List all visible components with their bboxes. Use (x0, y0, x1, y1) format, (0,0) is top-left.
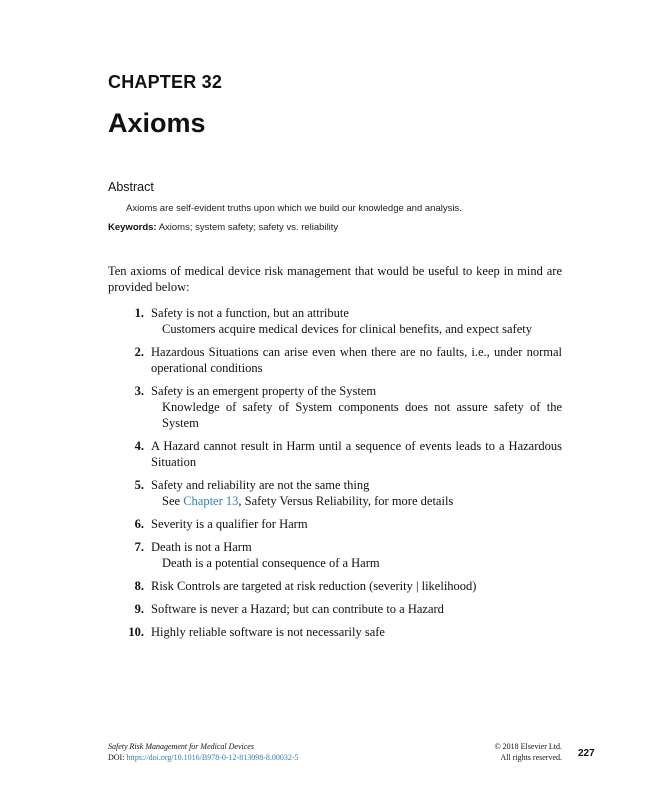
axiom-number: 4. (134, 439, 144, 453)
axiom-item (108, 578, 562, 594)
footer-doi (108, 752, 299, 763)
axiom-title: Death is not a Harm (151, 540, 252, 554)
axiom-title: Severity is a qualifier for Harm (151, 517, 308, 531)
axiom-title: Software is never a Hazard; but can contribute to a Hazard (151, 602, 444, 616)
axiom-title: A Hazard cannot result in Harm until a sequence of events leads to a Hazardous Situation (151, 439, 562, 469)
intro-paragraph: Ten axioms of medical device risk management that would be useful to keep in mind are provided below: (108, 264, 562, 294)
axiom-list (108, 305, 562, 647)
detail-prefix: See (162, 494, 184, 508)
axiom-item (108, 624, 562, 640)
axiom-item (108, 344, 562, 376)
axiom-number: 8. (134, 579, 144, 593)
axiom-number: 5. (134, 478, 144, 492)
doi-link[interactable]: https://doi.org/10.1016/B978-0-12-813098-8.00032-5 (126, 753, 299, 762)
keywords-line (108, 222, 338, 233)
abstract-heading: Abstract (108, 180, 154, 194)
abstract-text: Axioms are self-evident truths upon which we build our knowledge and analysis. (126, 203, 462, 214)
axiom-detail: Customers acquire medical devices for clinical benefits, and expect safety (162, 322, 532, 336)
axiom-number: 1. (134, 306, 144, 320)
chapter-13-link[interactable]: Chapter 13 (183, 494, 239, 508)
axiom-title: Risk Controls are targeted at risk reduction (severity | likelihood) (151, 579, 477, 593)
footer-book-title: Safety Risk Management for Medical Devices (108, 742, 254, 751)
axiom-item (108, 383, 562, 431)
axiom-title: Highly reliable software is not necessarily safe (151, 625, 385, 639)
detail-suffix: , Safety Versus Reliability, for more details (238, 494, 454, 508)
axiom-number: 2. (134, 345, 144, 359)
axiom-title: Safety and reliability are not the same thing (151, 478, 370, 492)
axiom-number: 7. (134, 540, 144, 554)
keywords-list: Axioms; system safety; safety vs. reliability (156, 222, 339, 233)
axiom-number: 6. (134, 517, 144, 531)
keywords-label: Keywords: (108, 222, 157, 233)
axiom-item (108, 601, 562, 617)
axiom-title: Hazardous Situations can arise even when there are no faults, i.e., under normal operational conditions (151, 345, 562, 375)
copyright-text: © 2018 Elsevier Ltd. (494, 742, 562, 751)
page-number: 227 (578, 748, 595, 759)
axiom-detail: Death is a potential consequence of a Harm (162, 556, 380, 570)
footer-citation (108, 741, 299, 763)
axiom-number: 9. (134, 602, 144, 616)
chapter-title: Axioms (108, 108, 206, 138)
axiom-detail: Knowledge of safety of System components does not assure safety of the System (162, 400, 562, 430)
axiom-item (108, 539, 562, 571)
doi-label: DOI: (108, 753, 127, 762)
axiom-detail (151, 493, 562, 509)
axiom-item (108, 516, 562, 532)
axiom-item (108, 305, 562, 337)
footer-copyright (478, 741, 562, 763)
axiom-number: 10. (128, 625, 144, 639)
axiom-number: 3. (134, 384, 144, 398)
rights-text: All rights reserved. (500, 753, 562, 762)
axiom-item (108, 477, 562, 509)
chapter-label: CHAPTER 32 (108, 72, 223, 92)
axiom-item (108, 438, 562, 470)
axiom-title: Safety is an emergent property of the System (151, 384, 377, 398)
axiom-title: Safety is not a function, but an attribute (151, 306, 349, 320)
